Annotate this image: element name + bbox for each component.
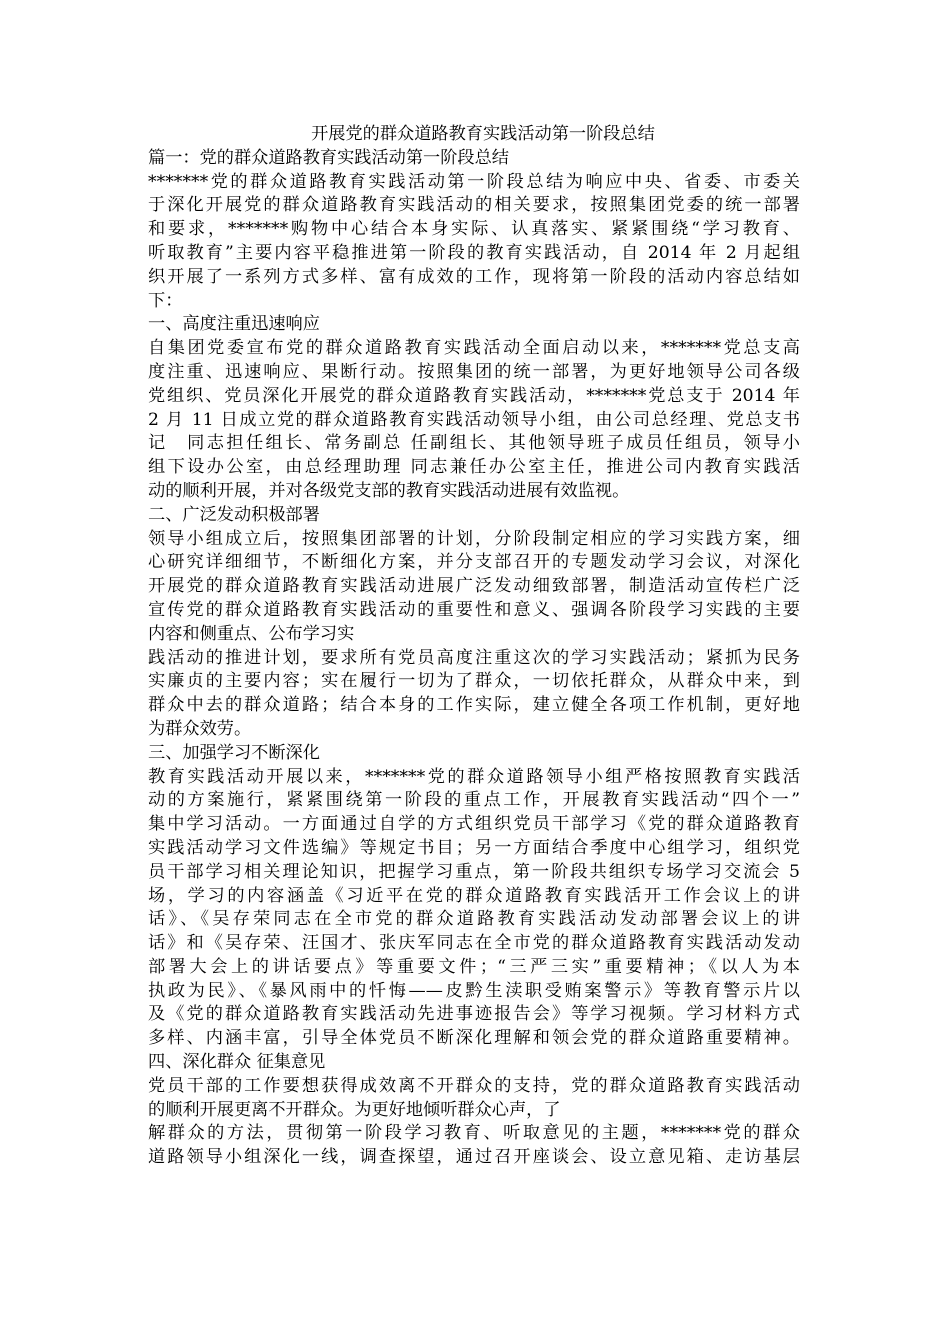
body-line: 开展党的群众道路教育实践活动进展广泛发动细致部署，制造活动宣传栏广泛 <box>148 576 800 597</box>
body-line: 度注重、迅速响应、果断行动。按照集团的统一部署，为更好地领导公司各级 <box>148 361 800 382</box>
body-line: 为群众效劳。 <box>148 718 252 739</box>
section-heading: 三、加强学习不断深化 <box>148 742 320 763</box>
body-line: 领导小组成立后，按照集团部署的计划，分阶段制定相应的学习实践方案，细 <box>148 528 800 549</box>
body-line: 组下设办公室，由总经理助理 同志兼任办公室主任，推进公司内教育实践活 <box>148 457 800 478</box>
document-title: 开展党的群众道路教育实践活动第一阶段总结 <box>311 124 655 144</box>
body-line: 听取教育”主要内容平稳推进第一阶段的教育实践活动，自 2014 年 2 月起组 <box>148 242 800 263</box>
body-line: 的顺利开展更离不开群众。为更好地倾听群众心声，了 <box>148 1099 561 1120</box>
section-heading: 四、深化群众 征集意见 <box>148 1052 326 1073</box>
body-line: 教育实践活动开展以来，*******党的群众道路领导小组严格按照教育实践活 <box>148 766 800 787</box>
body-line: 执政为民》、《暴风雨中的忏悔——皮黔生渎职受贿案警示》等教育警示片以 <box>148 980 800 1001</box>
body-line: 践活动的推进计划，要求所有党员高度注重这次的学习实践活动；紧抓为民务 <box>148 647 800 668</box>
body-line: 自集团党委宣布党的群众道路教育实践活动全面启动以来，*******党总支高 <box>148 338 800 359</box>
body-line: 多样、内涵丰富，引导全体党员不断深化理解和领会党的群众道路重要精神。 <box>148 1028 800 1049</box>
section-heading: 二、广泛发动积极部署 <box>148 504 320 525</box>
section-heading: 一、高度注重迅速响应 <box>148 314 320 335</box>
body-line: 话》、《吴存荣同志在全市党的群众道路教育实践活动发动部署会议上的讲 <box>148 909 800 930</box>
body-line: 2 月 11 日成立党的群众道路教育实践活动领导小组，由公司总经理、党总支书 <box>148 409 800 430</box>
body-line: 及《党的群众道路教育实践活动先进事迹报告会》等学习视频。学习材料方式 <box>148 1004 800 1025</box>
body-line: 织开展了一系列方式多样、富有成效的工作，现将第一阶段的活动内容总结如 <box>148 266 800 287</box>
body-line: 下： <box>148 290 183 311</box>
part-heading: 篇一：党的群众道路教育实践活动第一阶段总结 <box>148 147 509 168</box>
body-line: 宣传党的群众道路教育实践活动的重要性和意义、强调各阶段学习实践的主要 <box>148 599 800 620</box>
body-line: 于深化开展党的群众道路教育实践活动的相关要求，按照集团党委的统一部署 <box>148 195 800 216</box>
body-line: 动的方案施行，紧紧围绕第一阶段的重点工作，开展教育实践活动“四个一” <box>148 790 800 811</box>
body-line: 内容和侧重点、公布学习实 <box>148 623 355 644</box>
body-line: 道路领导小组深化一线，调查探望，通过召开座谈会、设立意见箱、走访基层 <box>148 1147 800 1168</box>
body-line: 实廉贞的主要内容；实在履行一切为了群众，一切依托群众，从群众中来，到 <box>148 671 800 692</box>
body-line: 员干部学习相关理论知识，把握学习重点，第一阶段共组织专场学习交流会 5 <box>148 861 800 882</box>
body-line: 集中学习活动。一方面通过自学的方式组织党员干部学习《党的群众道路教育 <box>148 814 800 835</box>
body-line: 党组织、党员深化开展党的群众道路教育实践活动，*******党总支于 2014 年 <box>148 385 800 406</box>
body-line: 记 同志担任组长、常务副总 任副组长、其他领导班子成员任组员，领导小 <box>148 433 800 454</box>
body-line: 话》和《吴存荣、汪国才、张庆军同志在全市党的群众道路教育实践活动发动 <box>148 933 800 954</box>
document-body <box>148 123 808 1170</box>
body-line: *******党的群众道路教育实践活动第一阶段总结为响应中央、省委、市委关 <box>148 171 800 192</box>
body-line: 场，学习的内容涵盖《习近平在党的群众道路教育实践活开工作会议上的讲 <box>148 885 800 906</box>
body-line: 解群众的方法，贯彻第一阶段学习教育、听取意见的主题，*******党的群众 <box>148 1123 800 1144</box>
body-line: 心研究详细细节，不断细化方案，并分支部召开的专题发动学习会议，对深化 <box>148 552 800 573</box>
body-line: 实践活动学习文件选编》等规定书目；另一方面结合季度中心组学习，组织党 <box>148 837 800 858</box>
body-line: 动的顺利开展，并对各级党支部的教育实践活动进展有效监视。 <box>148 480 630 501</box>
body-line: 和要求，*******购物中心结合本身实际、认真落实、紧紧围绕“学习教育、 <box>148 219 800 240</box>
body-line: 部署大会上的讲话要点》等重要文件；“三严三实”重要精神；《以人为本 <box>148 956 800 977</box>
body-line: 党员干部的工作要想获得成效离不开群众的支持，党的群众道路教育实践活动 <box>148 1075 800 1096</box>
body-line: 群众中去的群众道路；结合本身的工作实际，建立健全各项工作机制，更好地 <box>148 695 800 716</box>
